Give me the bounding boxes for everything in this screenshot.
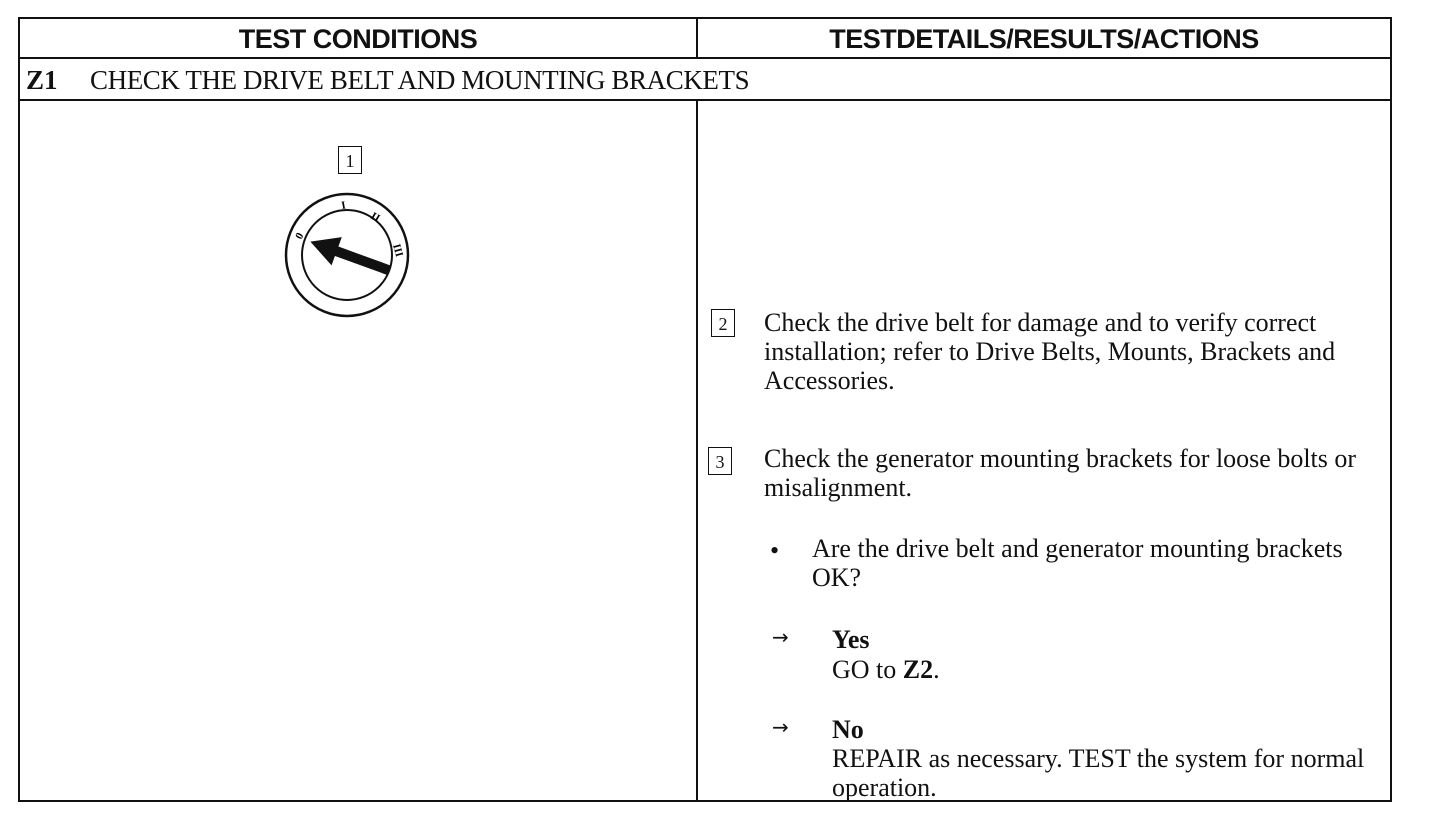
diagnostic-table (18, 17, 1392, 802)
question-bullet: • (770, 536, 780, 565)
answer-no-label: No (832, 715, 864, 744)
goto-z2-link: Z2 (902, 655, 934, 684)
check-drive-belt-text: Check the drive belt for damage and to verify correct installation; refer to Drive Belts, Mounts, Brackets and Accessories. (764, 308, 1336, 395)
check-generator-brackets-text: Check the generator mounting brackets for loose bolts or misalignment. (764, 444, 1357, 502)
table-header-row (20, 19, 1390, 59)
ignition-switch-off-icon (282, 190, 412, 320)
answer-no-action: REPAIR as necessary. TEST the system for normal operation. (832, 744, 1365, 802)
answer-yes-label: Yes (832, 625, 870, 654)
ignition-key-arrow (305, 228, 394, 285)
column-divider (696, 19, 698, 800)
step-title: CHECK THE DRIVE BELT AND MOUNTING BRACKETS (90, 65, 750, 95)
arrow-yes-icon: → (772, 625, 789, 649)
arrow-no-icon: → (772, 715, 789, 739)
step-box-2: 2 (711, 309, 735, 337)
answer-yes-action: GO to Z2. (832, 655, 940, 684)
ignition-position-1: I (340, 199, 347, 212)
ignition-position-2: II (368, 210, 382, 225)
question-text: Are the drive belt and generator mounting brackets OK? (812, 534, 1343, 592)
ignition-position-3: III (390, 242, 406, 259)
ignition-position-0: 0 (293, 230, 307, 242)
header-test-conditions: TEST CONDITIONS (238, 24, 478, 54)
header-test-details: TESTDETAILS/RESULTS/ACTIONS (829, 24, 1259, 54)
step-box-1: 1 (338, 146, 362, 174)
step-title-row (20, 59, 1390, 101)
step-id: Z1 (26, 65, 58, 95)
step-box-3: 3 (708, 447, 732, 475)
